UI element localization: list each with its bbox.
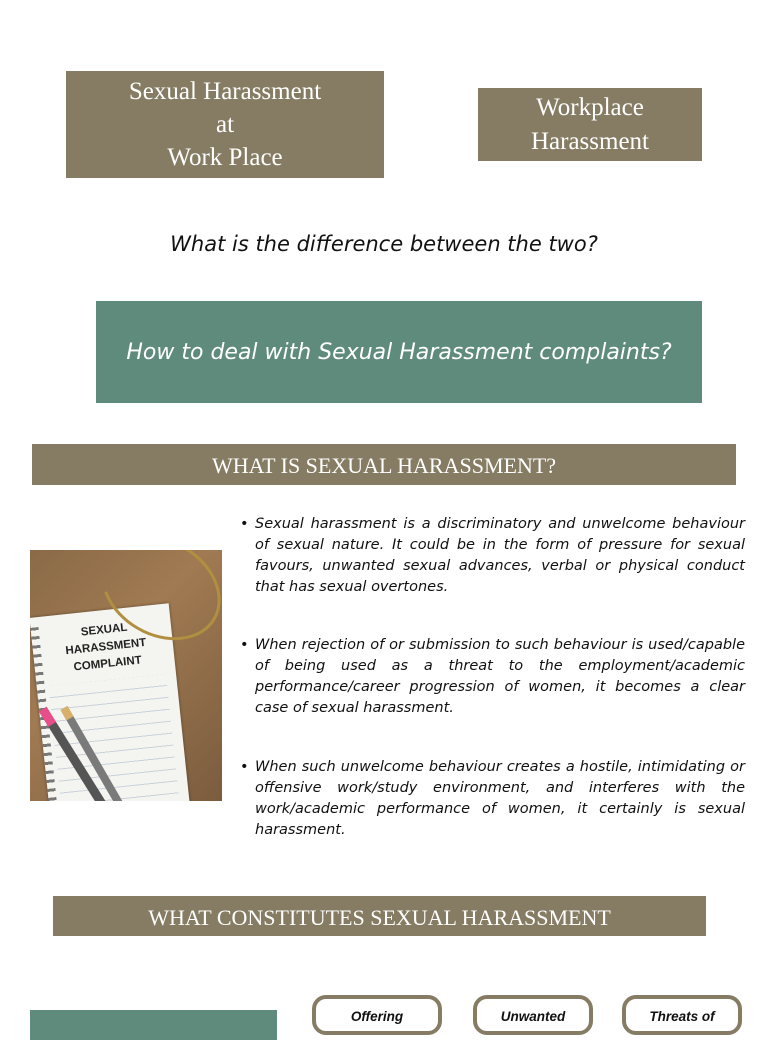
- title-box-sexual-harassment: [66, 71, 384, 178]
- section-heading-what-is: WHAT IS SEXUAL HARASSMENT?: [32, 444, 736, 485]
- constitutes-card-offering: Offering: [312, 995, 442, 1035]
- constitutes-card-threats: Threats of: [622, 995, 742, 1035]
- title-box-workplace-harassment: [478, 88, 702, 161]
- notepad-label-line: SEXUAL: [80, 621, 128, 639]
- list-item: • Sexual harassment is a discriminatory and unwelcome behaviour of sexual nature. It could be in the form of pressure for sexual favours, unwanted sexual advances, verbal or physical conduct that has sexual overtones.: [238, 514, 745, 598]
- notepad-label-line: COMPLAINT: [73, 654, 143, 674]
- constitutes-card-unwanted: Unwanted: [473, 995, 593, 1035]
- title-line: Sexual Harassment: [128, 78, 322, 105]
- list-item: • When such unwelcome behaviour creates a hostile, intimidating or offensive work/study environment, and interferes with the work/academic performance of women, it certainly is sexual harassment.: [238, 757, 745, 841]
- definition-bullet-list: [238, 514, 745, 841]
- title-line: Harassment: [530, 128, 650, 155]
- list-item: • When rejection of or submission to such behaviour is used/capable of being used as a threat to the employment/academic performance/career progression of women, it becomes a clear case of sexual harassment.: [238, 635, 745, 719]
- notepad-lines: [49, 674, 181, 801]
- deal-with-complaints-box: How to deal with Sexual Harassment complaints?: [96, 301, 702, 403]
- title-line: Workplace: [536, 94, 644, 121]
- title-line: Work Place: [167, 144, 283, 171]
- complaint-notepad-photo: [30, 550, 222, 801]
- section-heading-what-constitutes: WHAT CONSTITUTES SEXUAL HARASSMENT: [53, 896, 706, 936]
- notepad-label-line: HARASSMENT: [64, 636, 147, 658]
- difference-question: What is the difference between the two?: [170, 232, 598, 256]
- title-line: at: [215, 111, 235, 138]
- teal-block: [30, 1010, 277, 1040]
